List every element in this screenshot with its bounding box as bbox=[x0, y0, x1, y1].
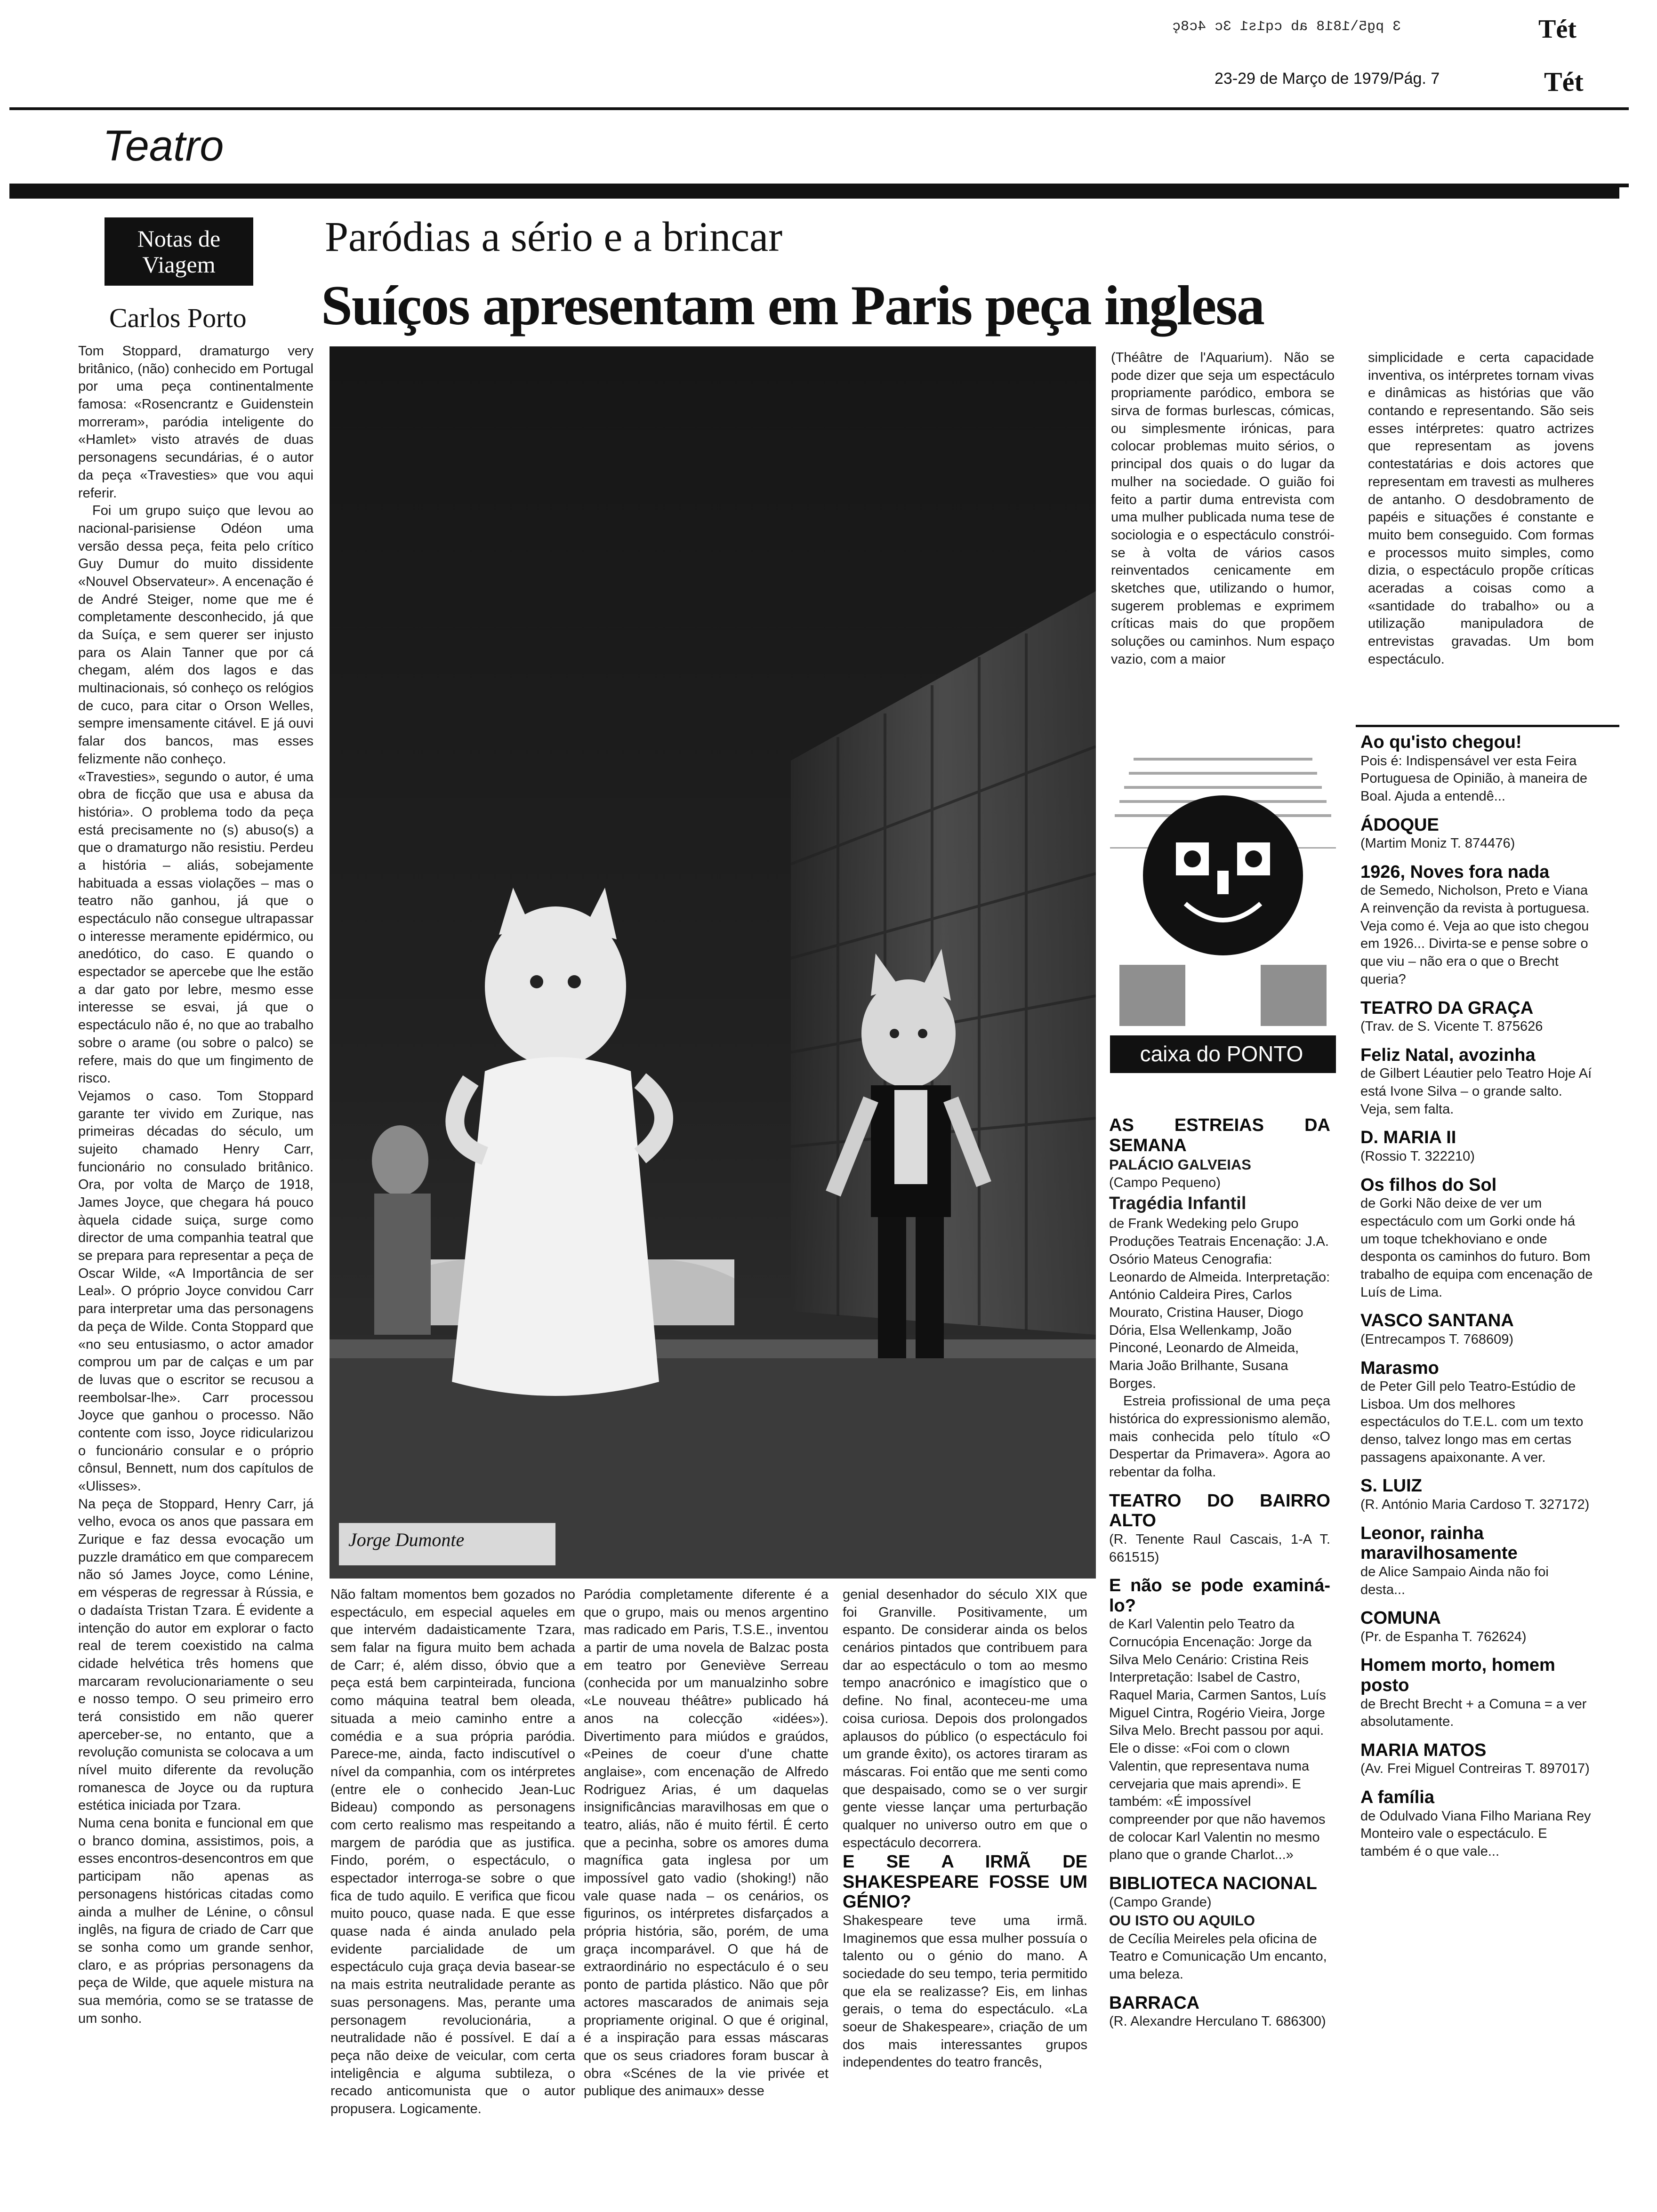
estreia-item: Estreia profissional de uma peça histórica do expressionismo alemão, mais conhecida pelo título «O Despertar da Primavera». Agora ao rebentar da folha. bbox=[1109, 1394, 1330, 1480]
listing-item: 1926, Noves fora nada bbox=[1360, 862, 1550, 882]
estreia-item: de Frank Wedeking pelo Grupo Produções Teatrais Encenação: J.A. Osório Mateus Cenografia: Leonardo de Almeida. Interpretação: António Caldeira Pires, Carlos Mourato, Cristina Hauser, Diogo Dória, Elsa Wellenkamp, João Pinconé, Leonardo de Almeida, Maria João Brilhante, Susana Borges. bbox=[1109, 1216, 1330, 1391]
listing-item: D. MARIA II bbox=[1360, 1128, 1456, 1148]
listing-item: de Gorki Não deixe de ver um espectáculo com um Gorki onde há um toque tchekhoviano e onde desponta os caminhos do futuro. Bom trabalho de equipa com encenação de Luís de Lima. bbox=[1360, 1196, 1593, 1300]
listing-item: Ao qu'isto chegou! bbox=[1360, 732, 1522, 752]
author: Carlos Porto bbox=[109, 303, 247, 333]
logo-top: Tét bbox=[1538, 15, 1577, 44]
listing-item: A família bbox=[1360, 1787, 1434, 1808]
estreia-item: Tragédia Infantil bbox=[1109, 1194, 1247, 1214]
caixa-do-ponto-graphic bbox=[1105, 739, 1341, 1073]
column-2: Não faltam momentos bem gozados no espectáculo, em especial aqueles em que intervém dadaisticamente Tzara, sem falar na figura muito bem achada de Carr; é, além disso, óbvio que a peça está bem carpinteirada, funciona como máquina teatral bem oleada, situada a meio caminho entre a comédia e a sua própria paródia. Parece-me, ainda, facto indiscutível o nível da companhia, com os intérpretes (entre ele o conhecido Jean-Luc Bideau) compondo as personagens com certo realismo mas respeitando a margem de paródia que as justifica. Findo, porém, o espectáculo, o espectador interroga-se sobre o que fica de tudo aquilo. E verifica que ficou muito pouco, quase nada. E que esse quase nada é ainda anulado pela evidente parcialidade de um espectáculo cuja graça devia basear-se na mais estrita neutralidade perante as suas personagens. Mas, perante uma personagem revolucionária, a neutralidade não é possível. E daí a peça não deixe de veicular, com certa inteligência e alguma subtileza, o recado anticomunista que o autor propusera. Logicamente. bbox=[330, 1587, 575, 2116]
listing-item: de Brecht Brecht + a Comuna = a ver absolutamente. bbox=[1360, 1696, 1587, 1730]
estreia-item: de Cecília Meireles pela oficina de Teatro e Comunicação Um encanto, uma beleza. bbox=[1109, 1931, 1327, 1982]
column-4: genial desenhador do século XIX que foi Granville. Positivamente, um espanto. De considerar ainda os belos cenários pintados que contribuem para dar ao espectáculo o tom ao mesmo tempo anacrónico e imagístico que o define. No final, aconteceu-me uma coisa curiosa. Depois dos prolongados aplausos do público (o espectáculo foi um grande êxito), os actores tiraram as máscaras. Foi então que me senti como que despaisado, como se o ver surgir gente viesse lançar uma perturbação qualquer no universo outro em que o espectáculo decorrera. E SE A IRMÃ DE SHAKESPEARE FOSSE UM GÉNIO? Shakespeare teve uma irmã. Imaginemos que essa mulher possuía o talento ou o génio do mano. A sociedade do seu tempo, teria permitido que ela se realizasse? Eis, em linhas gerais, o tema do espectáculo. «La soeur de Shakespeare», criação de um dos mais interessantes grupos independentes do teatro francês, bbox=[843, 1587, 1087, 2070]
listing-item: COMUNA bbox=[1360, 1608, 1441, 1628]
estreia-item: OU ISTO OU AQUILO bbox=[1109, 1912, 1255, 1929]
estreia-item: BIBLIOTECA NACIONAL bbox=[1109, 1873, 1317, 1893]
section-rule bbox=[9, 184, 1629, 187]
shakespeare-subhead: E SE A IRMÃ DE SHAKESPEARE FOSSE UM GÉNIO? bbox=[843, 1852, 1087, 1912]
estreia-item: PALÁCIO GALVEIAS bbox=[1109, 1156, 1251, 1173]
listing-item: S. LUIZ bbox=[1360, 1476, 1422, 1496]
overtitle: Paródias a sério e a brincar bbox=[325, 214, 783, 260]
estreia-item: (Campo Grande) bbox=[1109, 1894, 1212, 1910]
caixa-label: caixa do PONTO bbox=[1140, 1042, 1303, 1066]
listing-item: TEATRO DA GRAÇA bbox=[1360, 998, 1534, 1018]
listing-item: ÁDOQUE bbox=[1360, 815, 1439, 835]
estreias-column bbox=[1109, 1115, 1330, 2203]
estreia-item: BARRACA bbox=[1109, 1993, 1200, 2013]
listing-item: (R. António Maria Cardoso T. 327172) bbox=[1360, 1497, 1590, 1513]
listing-item: de Semedo, Nicholson, Preto e Viana A reinvenção da revista à portuguesa. Veja como é. Veja ao que isto chegou em 1926... Divirta-se e pense sobre o que viu – não era o que o Brecht queria? bbox=[1360, 883, 1590, 987]
listing-item: Pois é: Indispensável ver esta Feira Portuguesa de Opinião, à maneira de Boal. Ajuda a entendê... bbox=[1360, 753, 1588, 804]
photo-credit: Jorge Dumonte bbox=[348, 1529, 465, 1550]
estreia-item: (R. Tenente Raul Cascais, 1-A T. 661515) bbox=[1109, 1531, 1330, 1565]
stage-photo bbox=[330, 346, 1096, 1579]
section-title: Teatro bbox=[103, 122, 224, 170]
kicker-label: Notas de Viagem bbox=[137, 225, 221, 278]
listing-item: (Entrecampos T. 768609) bbox=[1360, 1331, 1514, 1347]
estreia-item: (Campo Pequeno) bbox=[1109, 1175, 1221, 1191]
notas-de-viagem-box bbox=[105, 217, 253, 286]
listing-item: Feliz Natal, avozinha bbox=[1360, 1045, 1536, 1065]
listing-item: Homem morto, homem posto bbox=[1360, 1655, 1555, 1695]
listing-item: VASCO SANTANA bbox=[1360, 1311, 1514, 1331]
listings-rule bbox=[1356, 725, 1619, 727]
column-1: Tom Stoppard, dramaturgo very britânico, (não) conhecido em Portugal por uma peça continentalmente famosa: «Rosencrantz e Guidenstein morreram», paródia inteligente do «Hamlet» visto através de duas personagens secundárias, é o autor da peça «Travesties» que vou aqui referir. Foi um grupo suiço que levou ao nacional-parisiense Odéon uma versão dessa peça, feita pelo crítico Guy Dumur do muito dissidente «Nouvel Observateur». A encenação é de André Steiger, nome que me é completamente desconhecido, já que da Suíça, e sem querer ser injusto para os Alain Tanner que por cá chegam, além dos lagos e das multinacionais, só conheço os relógios de cuco, para citar o Orson Welles, sempre imensamente citável. E já ouvi falar dos bancos, mas esses felizmente não conheço. «Travesties», segundo o autor, é uma obra de ficção que usa e abusa da história». O problema todo da peça está precisamente no (s) abuso(s) a que o dramaturgo não resistiu. Perdeu a história – aliás, sobejamente habituada a essas violações – mas o teatro não ganhou, já que o espectáculo não consegue ultrapassar o interesse meramente epidérmico, ou anedótico, do caso. E quando o espectador se apercebe que lhe estão a dar gato por lebre, mesmo esse interesse se esvai, já que o espectáculo não é, no que ao trabalho sobre o arame (ou sobre o palco) se refere, mais do que um fingimento de risco. Vejamos o caso. Tom Stoppard garante ter vivido em Zurique, nas primeiras décadas do século, um sujeito chamado Henry Carr, funcionário no consulado britânico. Ora, por volta de Março de 1918, James Joyce, que chegara há pouco àquela cidade suiça, surge como director de uma companhia teatral que se prepara para representar a peça de Oscar Wilde, «A Importância de ser Leal». O próprio Joyce convidou Carr para interpretar uma das personagens da peça de Wilde. Conta Stoppard que «no seu entusiasmo, o actor amador comprou um par de calças e um par de luvas que o escritor se recusou a reembolsar-lhe». Carr processou Joyce que ganhou o processo. Não contente com isso, Joyce ridicularizou o funcionário consular e o próprio cônsul, Bennett, num dos capítulos de «Ulisses». Na peça de Stoppard, Henry Carr, já velho, evoca os anos que passara em Zurique e faz dessa evocação um puzzle dramático em que comparecem não só James Joyce, como Lénine, em vésperas de regressar à Rússia, e o dadaísta Tristan Tzara. É evidente a intenção do autor em explorar o facto real de terem coexistido na calma cidade helvética três homens que marcaram revolucionariamente o seu e nosso tempo. O seu primeiro erro terá consistido em não querer aperceber-se, no entanto, que a revolução comunista se colocava a um nível muito diferente da revolução romanesca de Joyce ou da ruptura estética iniciada por Tzara. Numa cena bonita e funcional em que o branco domina, assistimos, pois, a esses encontros-desencontros em que participam não apenas as personagens históricas citadas como ainda a mulher de Lénine, o cônsul inglês, na figura de criado de Carr que se sonha como um grande senhor, claro, e as próprias personagens da peça de Wilde, que aquele mistura na sua memória, como se se tratasse de um sonho. bbox=[78, 344, 314, 2026]
header-rule bbox=[9, 107, 1629, 110]
page-code: 3 pg5\1818 ab cq1s1 3c 4c8ç bbox=[1172, 19, 1401, 35]
listing-item: de Odulvado Viana Filho Mariana Rey Monteiro vale o espectáculo. E também é o que vale... bbox=[1360, 1808, 1591, 1859]
estreias-head: AS ESTREIAS DA SEMANA bbox=[1109, 1115, 1330, 1155]
listing-item: MARIA MATOS bbox=[1360, 1740, 1487, 1760]
listing-item: (Av. Frei Miguel Contreiras T. 897017) bbox=[1360, 1761, 1590, 1777]
page-date: 23-29 de Março de 1979/Pág. 7 bbox=[1215, 70, 1440, 88]
listing-item: Leonor, rainha maravilhosamente bbox=[1360, 1523, 1518, 1563]
estreia-item: (R. Alexandre Herculano T. 686300) bbox=[1109, 2014, 1326, 2029]
listing-item: (Rossio T. 322210) bbox=[1360, 1148, 1475, 1164]
thick-rule bbox=[9, 187, 1619, 199]
headline: Suíços apresentam em Paris peça inglesa bbox=[321, 274, 1264, 337]
listings-column bbox=[1360, 732, 1596, 2203]
estreia-item: de Karl Valentin pelo Teatro da Cornucópia Encenação: Jorge da Silva Melo Cenário: Cristina Reis Interpretação: Isabel de Castro, Raquel Maria, Carmen Santos, Luís Miguel Cintra, Rogério Vieira, Jorge Silva Melo. Brecht passou por aqui. Ele o disse: «Foi com o clown Valentin, que representava numa cervejaria que mais aprendi». E também: «É impossível compreender por que não havemos de colocar Karl Valentin no mesmo plano que o grande Charlot...» bbox=[1109, 1617, 1326, 1863]
listing-item: Marasmo bbox=[1360, 1358, 1439, 1378]
estreia-item: E não se pode examiná-lo? bbox=[1109, 1576, 1330, 1616]
listing-item: (Martim Moniz T. 874476) bbox=[1360, 836, 1515, 851]
listing-item: de Peter Gill pelo Teatro-Estúdio de Lisboa. Um dos melhores espectáculos do T.E.L. com um texto denso, talvez longo mas em certas passagens apaixonante. A ver. bbox=[1360, 1379, 1584, 1465]
column-5: (Théâtre de l'Aquarium). Não se pode dizer que seja um espectáculo propriamente paródico, embora se sirva de formas burlescas, cómicas, ou simplesmente irónicas, para colocar problemas muito sérios, o principal dos quais o do lugar da mulher na sociedade. O guião foi feito a partir duma entrevista com uma mulher publicada numa tese de sociologia e o espectáculo constrói-se à volta de vários casos reinventados cenicamente em sketches que, utilizando o humor, sugerem problemas e exprimem críticas mais do que propõem soluções ou caminhos. Num espaço vazio, com a maior bbox=[1111, 350, 1335, 667]
column-3: Paródia completamente diferente é a que o grupo, mais ou menos argentino mas radicado em Paris, T.S.E., inventou a partir de uma novela de Balzac posta em teatro por Geneviève Serreau (conhecida por um manualzinho sobre «Le nouveau théâtre» publicado há anos na colecção «idées»). Divertimento para miúdos e graúdos, «Peines de coeur d'une chatte anglaise», com encenação de Alfredo Rodriguez Arias, é um daquelas insignificâncias maravilhosas em que o teatro, aliás, não é muito fértil. É certo que a pecinha, sobre os amores duma magnífica gata inglesa por um impossível gato vadio (shoking!) não vale quase nada – os cenários, os figurinos, os intérpretes disfarçados a própria história, são, porém, de uma graça incomparável. O que há de extraordinário no espectáculo é o seu ponto de partida plástico. Não que pôr actores mascarados de animais seja propriamente original. O que é original, é a inspiração para essas máscaras que os seus criadores foram buscar à obra «Scénes de la vie privée et publique des animaux» desse bbox=[584, 1587, 828, 2099]
listing-item: (Pr. de Espanha T. 762624) bbox=[1360, 1629, 1527, 1644]
listing-item: Os filhos do Sol bbox=[1360, 1175, 1497, 1195]
listing-item: (Trav. de S. Vicente T. 875626 bbox=[1360, 1019, 1543, 1034]
listing-item: de Alice Sampaio Ainda não foi desta... bbox=[1360, 1564, 1549, 1597]
logo-bottom: Tét bbox=[1544, 66, 1584, 97]
column-6: simplicidade e certa capacidade inventiva, os intérpretes tornam vivas e dinâmicas as histórias que vão contando e representando. São seis esses intérpretes: quatro actrizes que representam as jovens contestatárias e dois actores que representam em travesti as mulheres de antanho. O desdobramento de papéis e situações é constante e muito bem conseguido. Com formas e processos muito simples, como dizia, o espectáculo propõe críticas aceradas a coisas como a «santidade do trabalho» ou a utilização manipuladora de entrevistas gravadas. Um bom espectáculo. bbox=[1368, 350, 1594, 667]
estreia-item: TEATRO DO BAIRRO ALTO bbox=[1109, 1491, 1330, 1531]
listing-item: de Gilbert Léautier pelo Teatro Hoje Aí está Ivone Silva – o grande salto. Veja, sem falta. bbox=[1360, 1066, 1592, 1117]
